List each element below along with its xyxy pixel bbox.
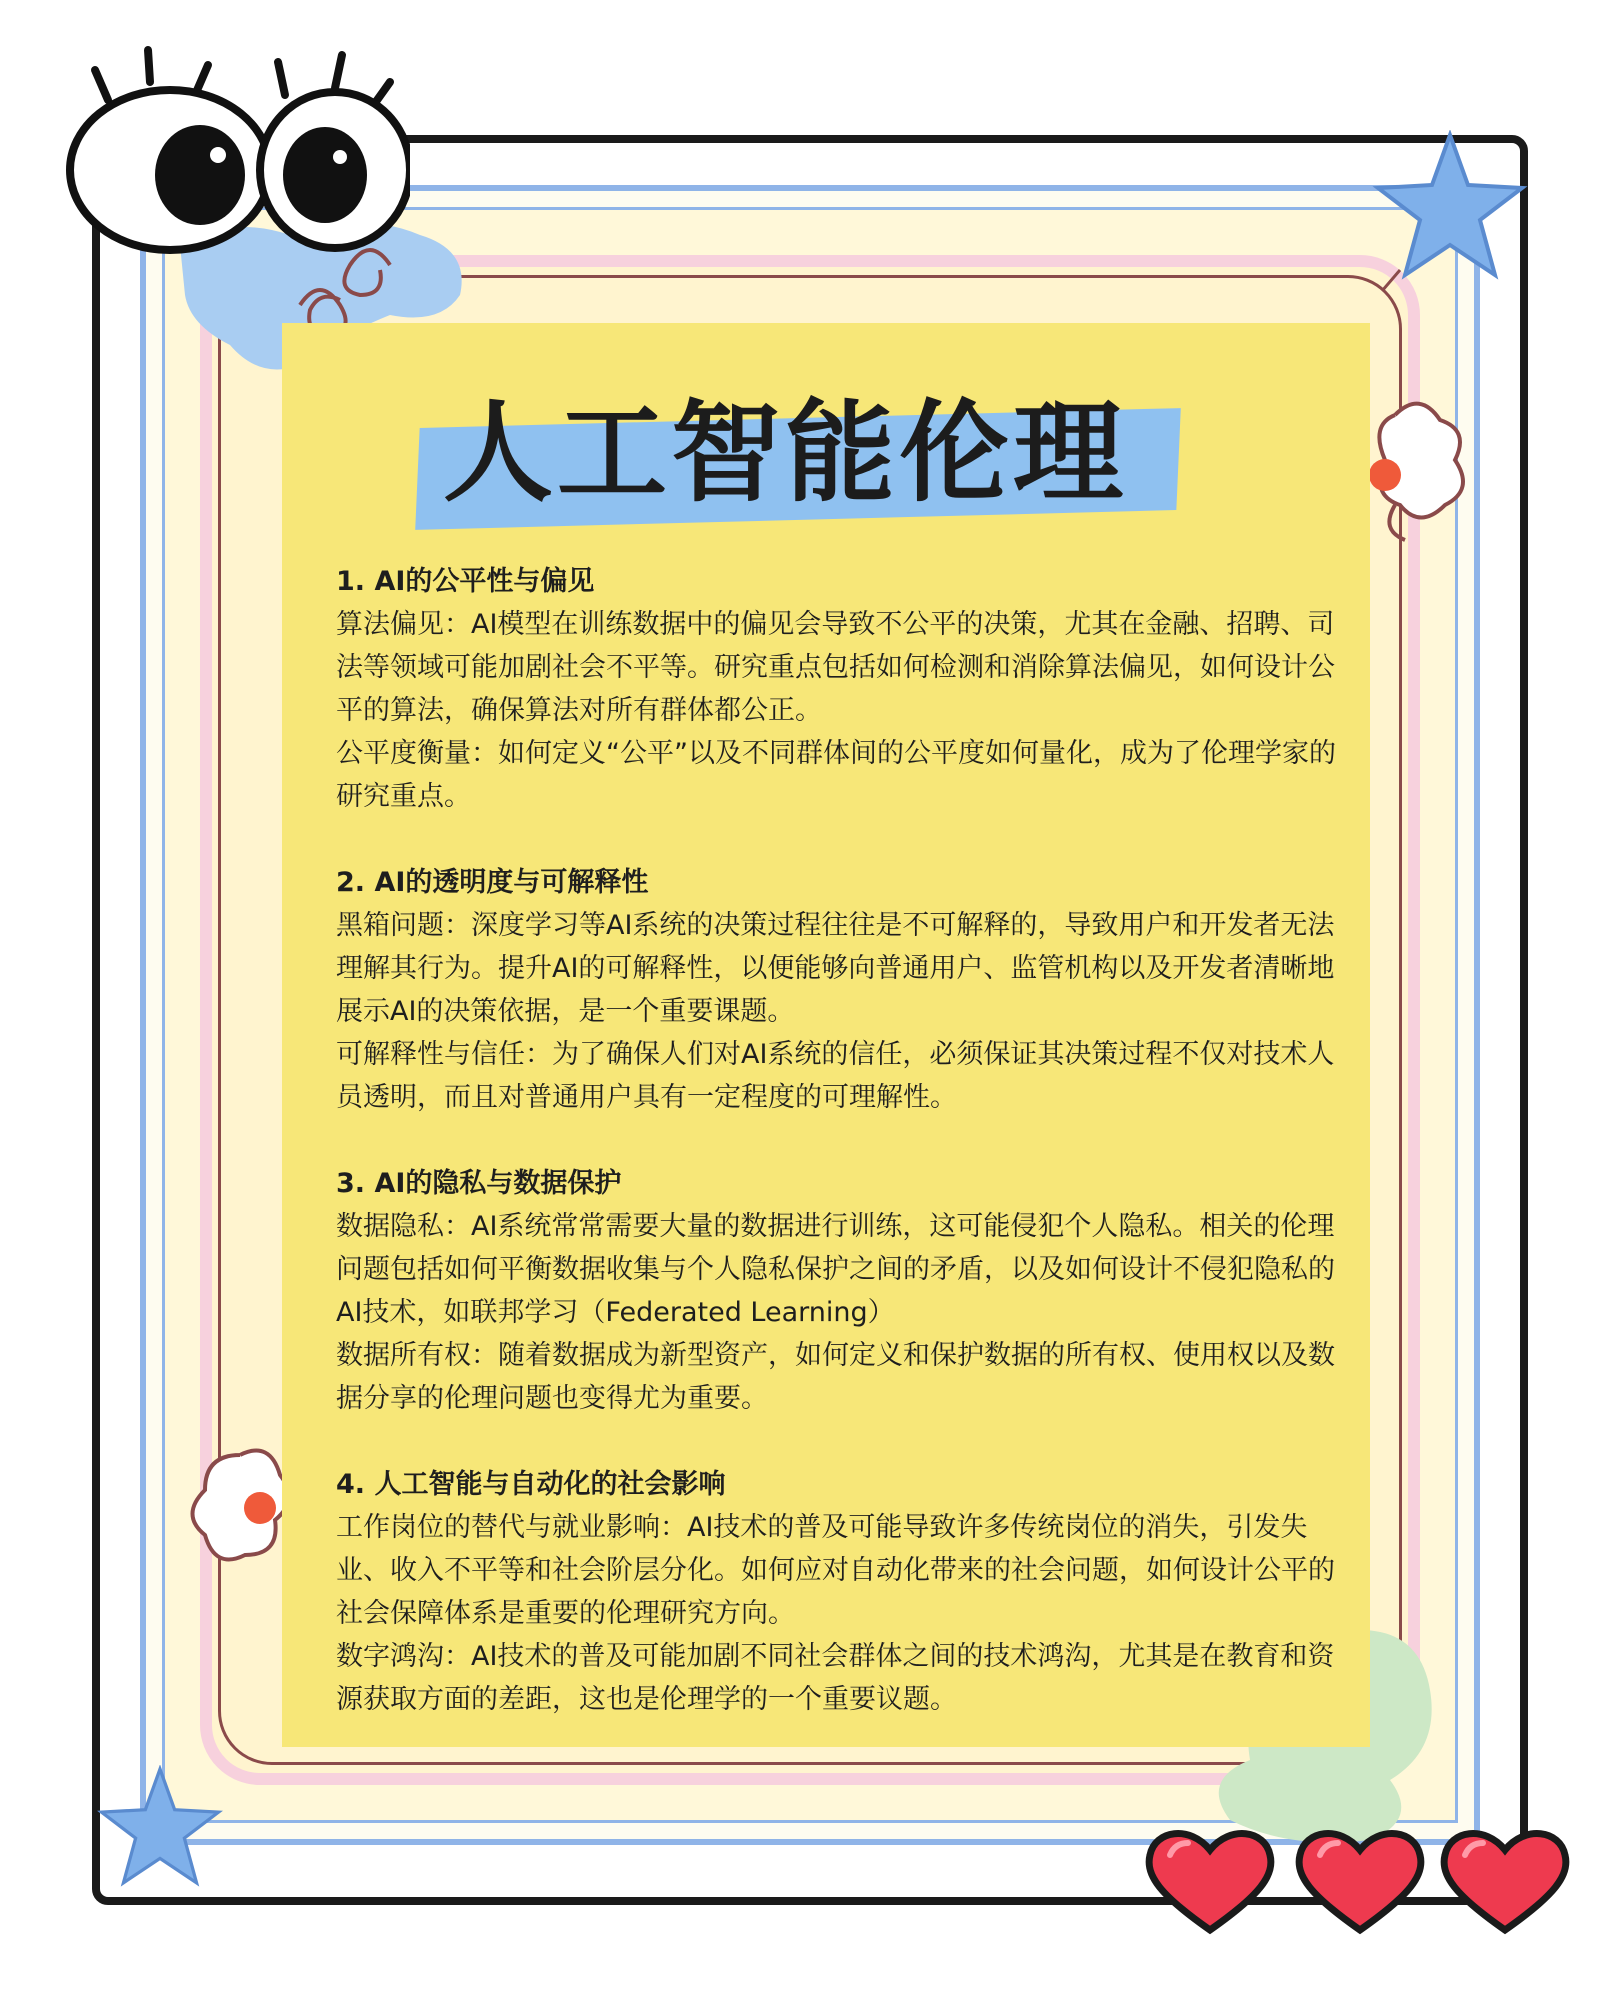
section-paragraph: 黑箱问题：深度学习等AI系统的决策过程往往是不可解释的，导致用户和开发者无法理解其行为。提升AI的可解释性，以便能够向普通用户、监管机构以及开发者清晰地展示AI的决策依据，是一个重要课题。: [336, 910, 1335, 1027]
heart-icon: [1444, 1834, 1566, 1930]
section-transparency: [336, 861, 1336, 1119]
section-social-impact: [336, 1463, 1336, 1721]
star-icon: [1370, 130, 1530, 290]
section-privacy: [336, 1162, 1336, 1420]
heart-icon: [1149, 1834, 1271, 1930]
title-block: [418, 378, 1198, 528]
section-paragraph: 数据所有权：随着数据成为新型资产，如何定义和保护数据的所有权、使用权以及数据分享的伦理问题也变得尤为重要。: [336, 1340, 1335, 1414]
section-heading: 2. AI的透明度与可解释性: [336, 867, 649, 898]
section-paragraph: 算法偏见：AI模型在训练数据中的偏见会导致不公平的决策，尤其在金融、招聘、司法等领域可能加剧社会不平等。研究重点包括如何检测和消除算法偏见，如何设计公平的算法，确保算法对所有群体都公正。: [336, 609, 1335, 726]
heart-icon: [1299, 1834, 1421, 1930]
section-paragraph: 公平度衡量：如何定义“公平”以及不同群体间的公平度如何量化，成为了伦理学家的研究重点。: [336, 738, 1336, 812]
section-paragraph: 可解释性与信任：为了确保人们对AI系统的信任，必须保证其决策过程不仅对技术人员透明，而且对普通用户具有一定程度的可理解性。: [336, 1039, 1335, 1113]
section-paragraph: 工作岗位的替代与就业影响：AI技术的普及可能导致许多传统岗位的消失，引发失业、收入不平等和社会阶层分化。如何应对自动化带来的社会问题，如何设计公平的社会保障体系是重要的伦理研究方向。: [336, 1512, 1335, 1629]
section-heading: 4. 人工智能与自动化的社会影响: [336, 1469, 726, 1500]
flower-icon: [180, 1440, 290, 1580]
section-fairness: [336, 560, 1336, 818]
section-heading: 1. AI的公平性与偏见: [336, 566, 595, 597]
hearts-decoration: [1140, 1820, 1580, 1940]
page-title: 人工智能伦理: [443, 389, 1127, 517]
section-heading: 3. AI的隐私与数据保护: [336, 1168, 622, 1199]
flower-icon: [1355, 395, 1465, 545]
section-paragraph: 数字鸿沟：AI技术的普及可能加剧不同社会群体之间的技术鸿沟，尤其是在教育和资源获取方面的差距，这也是伦理学的一个重要议题。: [336, 1641, 1335, 1715]
section-paragraph: 数据隐私：AI系统常常需要大量的数据进行训练，这可能侵犯个人隐私。相关的伦理问题包括如何平衡数据收集与个人隐私保护之间的矛盾，以及如何设计不侵犯隐私的AI技术，如联邦学习（Federated Learning）: [336, 1211, 1335, 1328]
content-body: [336, 560, 1336, 1764]
cartoon-eyes-icon: [50, 40, 410, 260]
star-icon: [95, 1765, 225, 1895]
